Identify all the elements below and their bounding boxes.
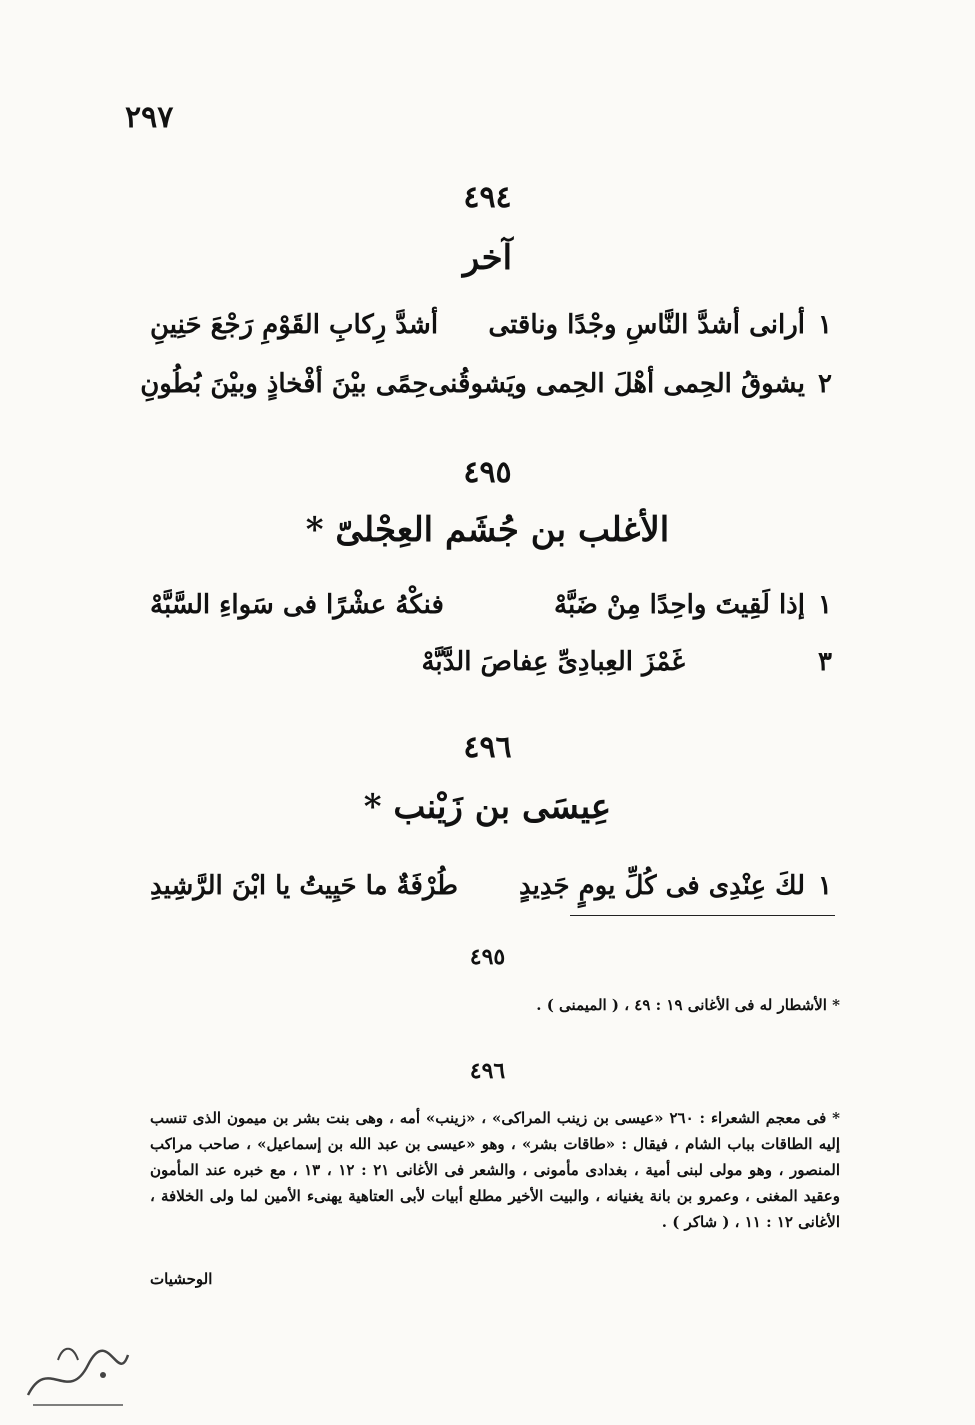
verse-line — [150, 866, 845, 906]
verse-second-hemistich: حِمًى بيْنَ أفْخاذٍ وبيْنَ بُطُونِ — [140, 369, 429, 399]
footnote-text: * الأشطار له فى الأغانى ١٩ : ٤٩ ، ( الميمنى ) . — [536, 996, 840, 1014]
catchword: الوحشيات — [150, 1270, 213, 1288]
footnote-separator — [570, 915, 835, 916]
footnote-text: * فى معجم الشعراء : ٢٦٠ «عيسى بن زينب المراكى» ، «زينب» أمه ، وهى بنت بشر بن ميمون الذى تنسب إليه الطاقات بباب الشام ، فيقال : «طاقات بشر» ، وهو «عيسى بن عبد الله بن إسماعيل» ، صاحب مراكب المنصور ، وهو مولى لبنى أمية ، بغدادى مأمونى ، والشعر فى الأغانى ٢١ : ١٢ ، ١٣ ، مع خبره عند المأمون وعقيد المغنى ، وعمرو بن بانة يغنيانه ، والبيت الأخير مطلع أبيات لأبى العتاهية يهنىء الأمين لما ولى الخلافة ، الأغانى ١٢ : ١١ ، ( شاكر ) . — [150, 1109, 840, 1231]
verse-first-hemistich: لكَ عِنْدِى فى كُلِّ يومٍ جَدِيدٍ — [519, 871, 805, 901]
footnote-number: ٤٩٦ — [469, 1058, 506, 1084]
verse-line — [140, 364, 845, 404]
verse-first-hemistich: أرانى أشدَّ النَّاسِ وجْدًا وناقتى — [488, 310, 805, 340]
verse-first-hemistich: يشوقُ الحِمى أهْلَ الحِمى ويَشوقُنى — [428, 369, 805, 399]
section-number: ٤٩٦ — [463, 730, 512, 765]
verse-number: ١ — [818, 590, 832, 620]
section-title: عِيسَى بن زَيْنب * — [363, 787, 612, 827]
verse-second-hemistich: أشدَّ رِكابِ القَوْمِ رَجْعَ حَنِينِ — [150, 310, 439, 340]
verse-line — [150, 585, 845, 625]
verse-number: ١ — [818, 310, 832, 340]
verse-number: ١ — [818, 871, 832, 901]
verse-number: ٢ — [818, 369, 832, 399]
footnote-number: ٤٩٥ — [469, 944, 506, 970]
page-number: ٢٩٧ — [125, 100, 174, 135]
library-stamp-icon — [18, 1335, 138, 1415]
section-number: ٤٩٤ — [463, 180, 512, 215]
section-title: الأغلب بن جُشَم العِجْلىّ * — [305, 510, 670, 550]
verse-line — [150, 642, 845, 682]
section-title: آخر — [462, 238, 513, 278]
verse-first-hemistich: غَمْزَ العِبادِىِّ عِفاصَ الدَّبَّهْ — [421, 647, 685, 677]
verse-second-hemistich: طُرْفَةٌ ما حَيِيتُ يا ابْنَ الرَّشِيدِ — [150, 871, 458, 901]
verse-line — [150, 305, 845, 345]
verse-number: ٣ — [818, 647, 832, 677]
section-number: ٤٩٥ — [463, 455, 512, 490]
verse-second-hemistich: فنكْهُ عشْرًا فى سَواءِ السَّبَّهْ — [150, 590, 444, 620]
verse-first-hemistich: إذا لَقِيتَ واحِدًا مِنْ ضَبَّهْ — [554, 590, 805, 620]
